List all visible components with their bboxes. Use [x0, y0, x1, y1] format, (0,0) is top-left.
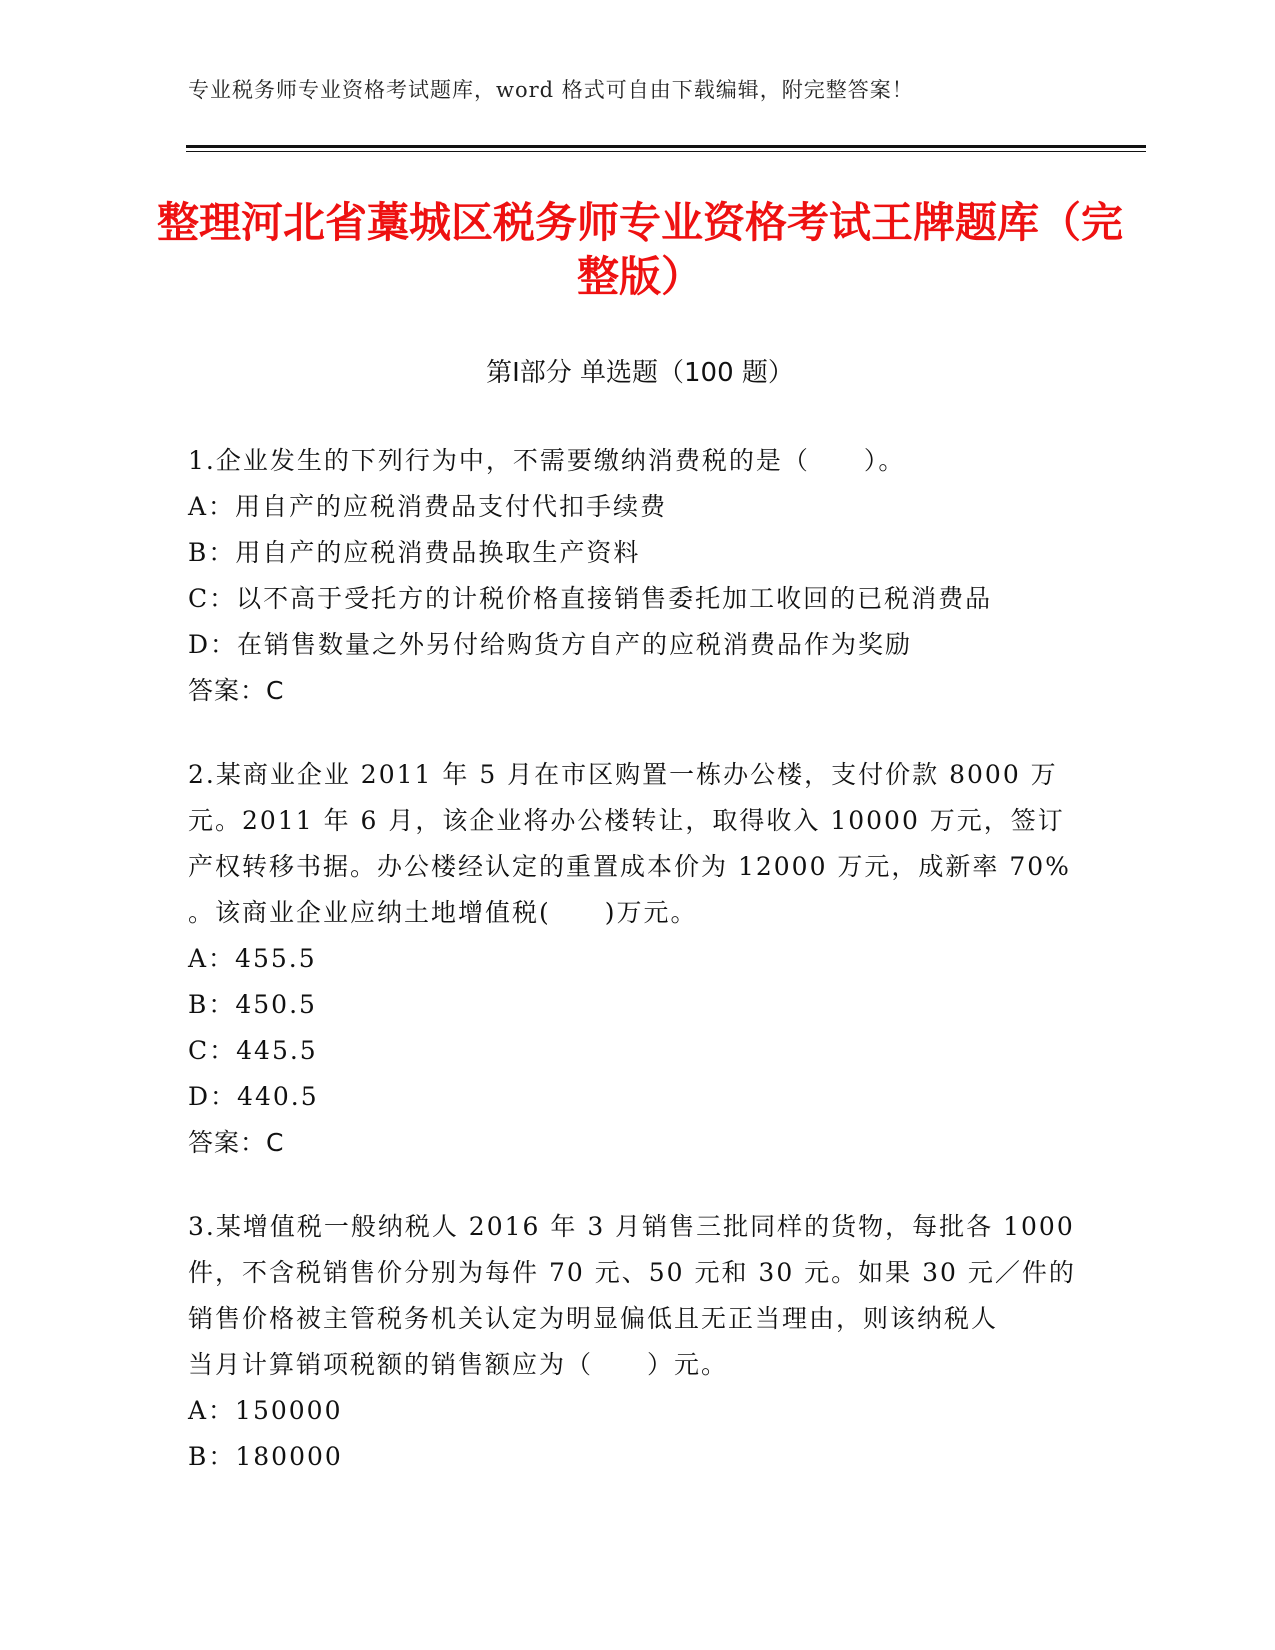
option-b: B：用自产的应税消费品换取生产资料 — [188, 538, 641, 567]
question-stem-line: 件，不含税销售价分别为每件 70 元、50 元和 30 元。如果 30 元／件的 — [188, 1258, 1076, 1287]
question-1 — [188, 438, 1088, 714]
section-heading: 第Ⅰ部分 单选题（100 题） — [486, 358, 794, 388]
option-c: C：445.5 — [188, 1036, 318, 1065]
answer-line: 答案：C — [188, 676, 285, 705]
question-stem-line: 2.某商业企业 2011 年 5 月在市区购置一栋办公楼，支付价款 8000 万 — [188, 760, 1058, 789]
question-stem-line: 元。2011 年 6 月，该企业将办公楼转让，取得收入 10000 万元，签订 — [188, 806, 1065, 835]
question-stem-line: 产权转移书据。办公楼经认定的重置成本价为 12000 万元，成新率 70% — [188, 852, 1071, 881]
document-title: 整理河北省藁城区税务师专业资格考试王牌题库（完整版） — [156, 198, 1123, 301]
option-d: D：在销售数量之外另付给购货方自产的应税消费品作为奖励 — [188, 630, 913, 659]
question-list — [188, 438, 1088, 1518]
option-c: C：以不高于受托方的计税价格直接销售委托加工收回的已税消费品 — [188, 584, 993, 613]
option-a: A：455.5 — [188, 944, 317, 973]
header-rule-thin — [186, 151, 1146, 152]
header-note: 专业税务师专业资格考试题库，word 格式可自由下载编辑，附完整答案！ — [188, 78, 914, 102]
question-stem-line: 。该商业企业应纳土地增值税( )万元。 — [188, 898, 698, 927]
option-a: A：150000 — [188, 1396, 343, 1425]
question-3 — [188, 1204, 1088, 1480]
question-stem-line: 1.企业发生的下列行为中，不需要缴纳消费税的是（ ）。 — [188, 446, 906, 475]
option-b: B：450.5 — [188, 990, 317, 1019]
option-a: A：用自产的应税消费品支付代扣手续费 — [188, 492, 668, 521]
question-stem-line: 销售价格被主管税务机关认定为明显偏低且无正当理由，则该纳税人 — [188, 1304, 999, 1333]
question-stem-line: 3.某增值税一般纳税人 2016 年 3 月销售三批同样的货物，每批各 1000 — [188, 1212, 1075, 1241]
header-rule-thick — [186, 145, 1146, 148]
question-2 — [188, 752, 1088, 1166]
option-b: B：180000 — [188, 1442, 343, 1471]
question-stem-line: 当月计算销项税额的销售额应为（ ）元。 — [188, 1350, 729, 1379]
answer-line: 答案：C — [188, 1128, 285, 1157]
option-d: D：440.5 — [188, 1082, 319, 1111]
